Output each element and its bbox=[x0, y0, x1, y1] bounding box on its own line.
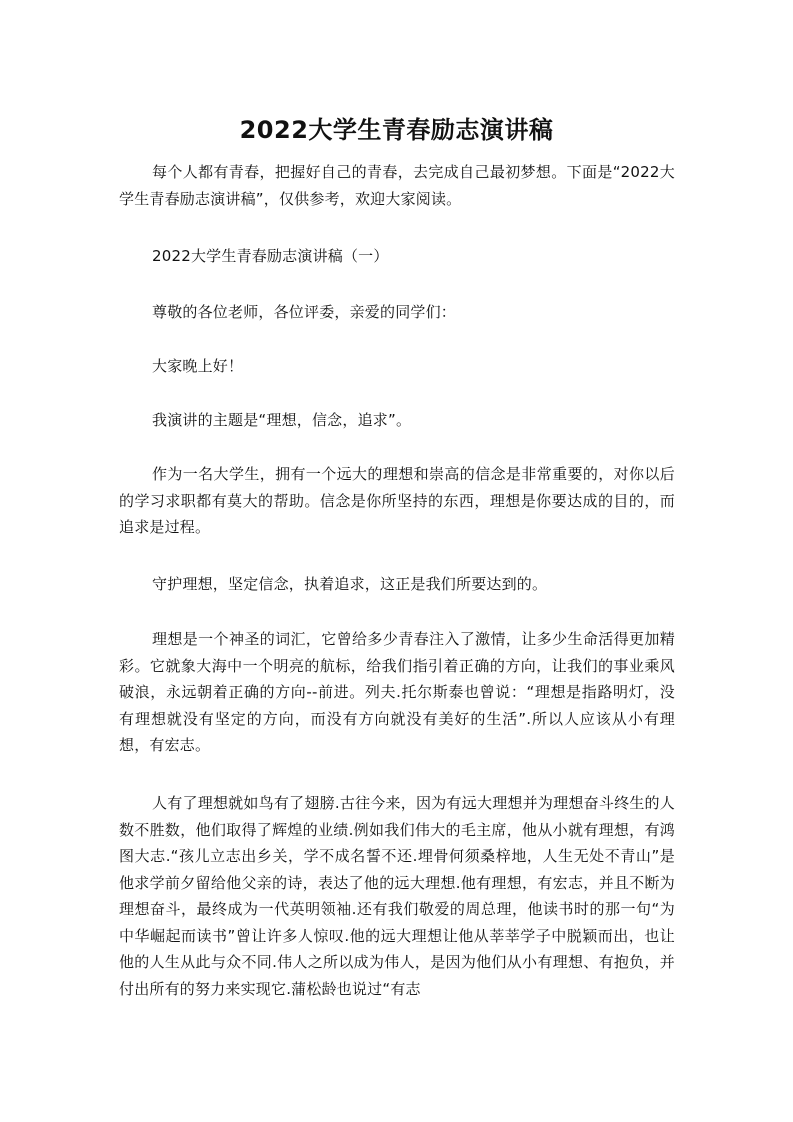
body-paragraph: 人有了理想就如鸟有了翅膀.古往今来，因为有远大理想并为理想奋斗终生的人数不胜数，他们取得了辉煌的业绩.例如我们伟大的毛主席，他从小就有理想，有鸿图大志.“孩儿立志出乡关，学不成名誓不还.埋骨何须桑梓地，人生无处不青山”是他求学前夕留给他父亲的诗，表达了他的远大理想.他有理想，有宏志，并且不断为理想奋斗，最终成为一代英明领袖.还有我们敬爱的周总理，他读书时的那一句“为中华崛起而读书”曾让许多人惊叹.他的远大理想让他从莘莘学子中脱颖而出，也让他的人生从此与众不同.伟人之所以成为伟人，是因为他们从小有理想、有抱负，并付出所有的努力来实现它.蒲松龄也说过“有志 bbox=[119, 794, 675, 998]
document-title: 2022大学生青春励志演讲稿 bbox=[239, 116, 554, 144]
body-paragraph: 理想是一个神圣的词汇，它曾给多少青春注入了激情，让多少生命活得更加精彩。它就象大海中一个明亮的航标，给我们指引着正确的方向，让我们的事业乘风破浪，永远朝着正确的方向--前进。列夫.托尔斯泰也曾说：“理想是指路明灯，没有理想就没有坚定的方向，而没有方向就没有美好的生活”.所以人应该从小有理想，有宏志。 bbox=[119, 630, 675, 754]
greeting: 大家晚上好！ bbox=[152, 357, 244, 375]
intro-paragraph: 每个人都有青春，把握好自己的青春，去完成自己最初梦想。下面是“2022大学生青春励志演讲稿”，仅供参考，欢迎大家阅读。 bbox=[119, 163, 675, 208]
body-paragraph: 作为一名大学生，拥有一个远大的理想和崇高的信念是非常重要的，对你以后的学习求职都有莫大的帮助。信念是你所坚持的东西，理想是你要达成的目的，而追求是过程。 bbox=[119, 465, 675, 536]
section-subtitle: 2022大学生青春励志演讲稿（一） bbox=[152, 247, 389, 265]
salutation: 尊敬的各位老师，各位评委，亲爱的同学们： bbox=[152, 303, 457, 321]
body-paragraph: 守护理想，坚定信念，执着追求，这正是我们所要达到的。 bbox=[152, 575, 548, 593]
theme-paragraph: 我演讲的主题是“理想，信念，追求”。 bbox=[152, 411, 412, 429]
